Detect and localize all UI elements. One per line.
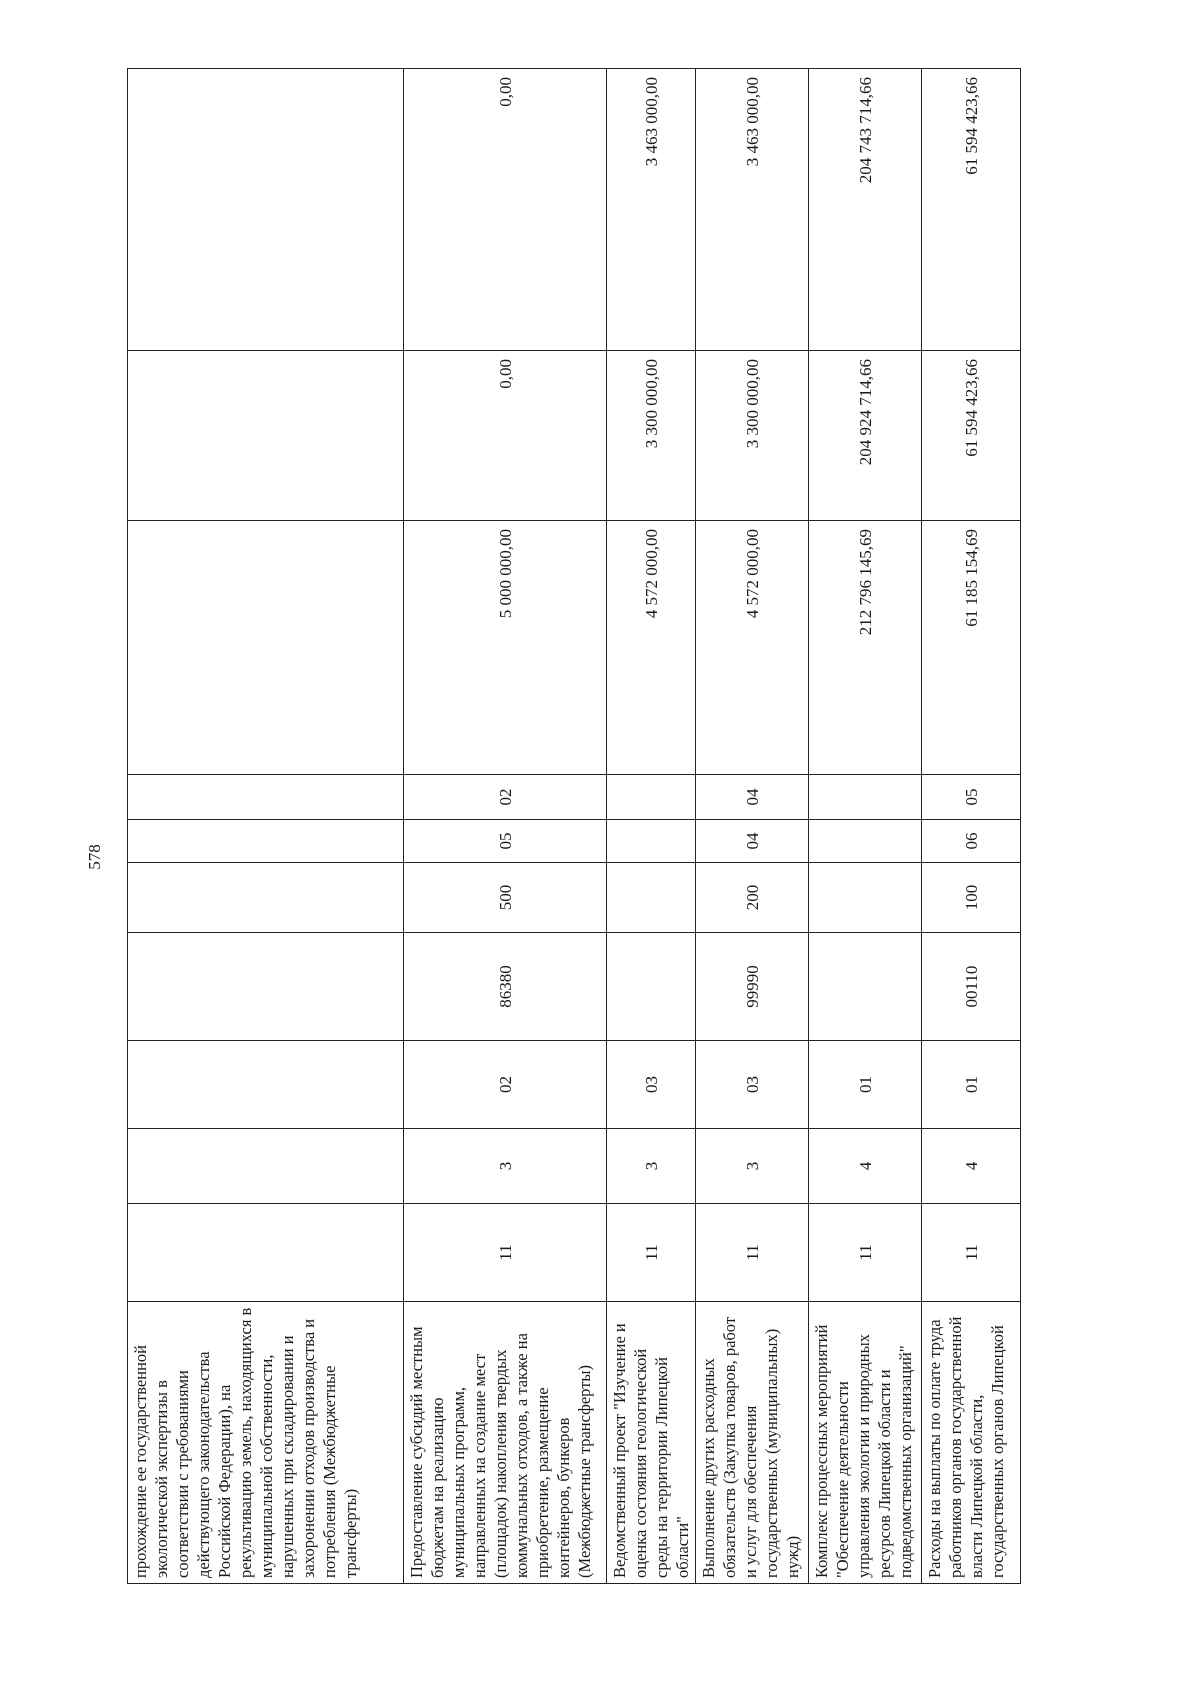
- budget-table: [127, 68, 1021, 1584]
- expense-type-code: [809, 863, 922, 933]
- program-code: [128, 1204, 404, 1302]
- table-row: [696, 69, 809, 1584]
- row-description: Предоставление субсидий местным бюджетам на реализацию муниципальных программ, направленных на создание мест (площадок) накопления твердых коммунальных отходов, а также на приобретение, размещение контейнеров, бункеров (Межбюджетные трансферты): [404, 1302, 607, 1584]
- section-code: 04: [696, 820, 809, 863]
- subsection-code: [607, 775, 696, 820]
- amount-year-2: [128, 351, 404, 521]
- expense-type-code: [607, 863, 696, 933]
- project-code: [128, 1041, 404, 1129]
- row-description: Комплекс процессных мероприятий "Обеспечение деятельности управления экологии и природных ресурсов Липецкой области и подведомственных организаций": [809, 1302, 922, 1584]
- amount-year-2: 3 300 000,00: [607, 351, 696, 521]
- amount-year-3: [128, 69, 404, 351]
- amount-year-1: 212 796 145,69: [809, 521, 922, 775]
- row-description: Ведомственный проект "Изучение и оценка состояния геологической среды на территории Липецкой области": [607, 1302, 696, 1584]
- amount-year-3: 61 594 423,66: [922, 69, 1021, 351]
- table-row: [607, 69, 696, 1584]
- subsection-code: [809, 775, 922, 820]
- amount-year-3: 3 463 000,00: [607, 69, 696, 351]
- amount-year-3: 204 743 714,66: [809, 69, 922, 351]
- program-code: 11: [404, 1204, 607, 1302]
- amount-year-1: 4 572 000,00: [696, 521, 809, 775]
- subsection-code: 02: [404, 775, 607, 820]
- direction-code: 86380: [404, 933, 607, 1041]
- table-row: [922, 69, 1021, 1584]
- subprogram-code: 4: [922, 1129, 1021, 1204]
- amount-year-3: 3 463 000,00: [696, 69, 809, 351]
- project-code: 03: [607, 1041, 696, 1129]
- project-code: 01: [809, 1041, 922, 1129]
- row-description: прохождение ее государственной экологической экспертизы в соответствии с требованиями действующего законодательства Российской Федерации), на рекультивацию земель, находящихся в муниципальной собственности, нарушенных при складировании и захоронении отходов производства и потребления (Межбюджетные трансферты): [128, 1302, 404, 1584]
- section-code: [607, 820, 696, 863]
- section-code: [128, 820, 404, 863]
- program-code: 11: [607, 1204, 696, 1302]
- amount-year-1: 61 185 154,69: [922, 521, 1021, 775]
- direction-code: 00110: [922, 933, 1021, 1041]
- subprogram-code: 3: [696, 1129, 809, 1204]
- section-code: 05: [404, 820, 607, 863]
- expense-type-code: [128, 863, 404, 933]
- direction-code: [809, 933, 922, 1041]
- program-code: 11: [809, 1204, 922, 1302]
- amount-year-3: 0,00: [404, 69, 607, 351]
- amount-year-2: 204 924 714,66: [809, 351, 922, 521]
- amount-year-1: 5 000 000,00: [404, 521, 607, 775]
- subprogram-code: 4: [809, 1129, 922, 1204]
- amount-year-1: 4 572 000,00: [607, 521, 696, 775]
- subsection-code: [128, 775, 404, 820]
- table-row: [809, 69, 922, 1584]
- amount-year-1: [128, 521, 404, 775]
- project-code: 03: [696, 1041, 809, 1129]
- direction-code: [128, 933, 404, 1041]
- row-description: Выполнение других расходных обязательств (Закупка товаров, работ и услуг для обеспечения государственных (муниципальных) нужд): [696, 1302, 809, 1584]
- subprogram-code: 3: [607, 1129, 696, 1204]
- subprogram-code: 3: [404, 1129, 607, 1204]
- expense-type-code: 200: [696, 863, 809, 933]
- budget-table-container: [127, 69, 1067, 1584]
- section-code: 06: [922, 820, 1021, 863]
- subsection-code: 05: [922, 775, 1021, 820]
- expense-type-code: 100: [922, 863, 1021, 933]
- table-row: [404, 69, 607, 1584]
- expense-type-code: 500: [404, 863, 607, 933]
- section-code: [809, 820, 922, 863]
- program-code: 11: [922, 1204, 1021, 1302]
- project-code: 02: [404, 1041, 607, 1129]
- direction-code: 99990: [696, 933, 809, 1041]
- amount-year-2: 0,00: [404, 351, 607, 521]
- table-row: [128, 69, 404, 1584]
- project-code: 01: [922, 1041, 1021, 1129]
- direction-code: [607, 933, 696, 1041]
- subprogram-code: [128, 1129, 404, 1204]
- amount-year-2: 61 594 423,66: [922, 351, 1021, 521]
- row-description: Расходы на выплаты по оплате труда работников органов государственной власти Липецкой области, государственных органов Липецкой: [922, 1302, 1021, 1584]
- page-number: 578: [85, 844, 104, 870]
- subsection-code: 04: [696, 775, 809, 820]
- program-code: 11: [696, 1204, 809, 1302]
- amount-year-2: 3 300 000,00: [696, 351, 809, 521]
